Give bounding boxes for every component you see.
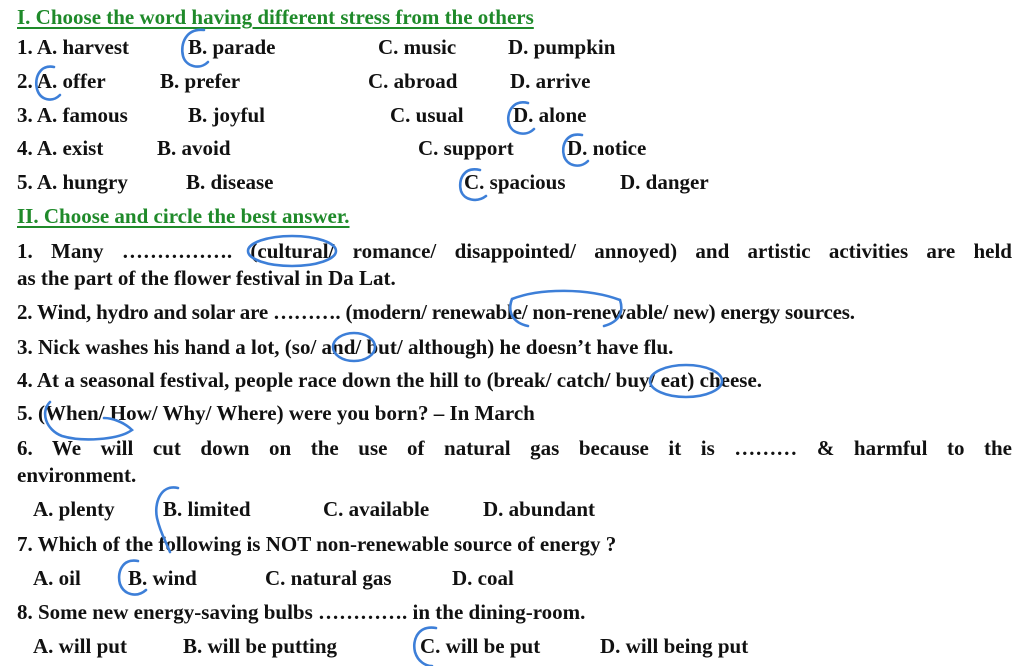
q8-option-b[interactable]: B. will be putting: [183, 634, 338, 658]
q8-option-c[interactable]: C. will be put: [420, 634, 541, 658]
q5-option-b[interactable]: B. disease: [186, 170, 274, 194]
q7-option-c[interactable]: C. natural gas: [265, 566, 392, 590]
q6-option-d[interactable]: D. abundant: [483, 497, 596, 521]
q4-option-a[interactable]: 4. A. exist: [17, 136, 104, 160]
q3-option-d[interactable]: D. alone: [513, 103, 587, 127]
question-4: 4. At a seasonal festival, people race down the hill to (break/ catch/ buy/ eat) cheese.: [17, 368, 763, 392]
q6-option-a[interactable]: A. plenty: [33, 497, 115, 521]
q8-option-d[interactable]: D. will being put: [600, 634, 749, 658]
q3-option-c[interactable]: C. usual: [390, 103, 464, 127]
question-6-line-2: environment.: [17, 463, 137, 487]
q2-option-c[interactable]: C. abroad: [368, 69, 458, 93]
q4-option-c[interactable]: C. support: [418, 136, 514, 160]
q6-option-b[interactable]: B. limited: [163, 497, 251, 521]
q8-option-a[interactable]: A. will put: [33, 634, 127, 658]
question-2: 2. Wind, hydro and solar are ………. (modern/ renewable/ non-renewable/ new) energy sources.: [17, 300, 855, 324]
q1-option-b[interactable]: B. parade: [188, 35, 276, 59]
q3-option-b[interactable]: B. joyful: [188, 103, 266, 127]
q1-option-d[interactable]: D. pumpkin: [508, 35, 616, 59]
q7-option-d[interactable]: D. coal: [452, 566, 514, 590]
question-8: 8. Some new energy-saving bulbs …………. in the dining-room.: [17, 600, 586, 624]
q7-option-a[interactable]: A. oil: [33, 566, 81, 590]
question-3: 3. Nick washes his hand a lot, (so/ and/ but/ although) he doesn’t have flu.: [17, 335, 674, 359]
question-1-line-2: as the part of the flower festival in Da Lat.: [17, 266, 396, 290]
q5-option-c[interactable]: C. spacious: [464, 170, 566, 194]
q2-option-d[interactable]: D. arrive: [510, 69, 591, 93]
q4-option-b[interactable]: B. avoid: [157, 136, 231, 160]
section-1-heading: I. Choose the word having different stress from the others: [17, 5, 534, 29]
question-1-line-1: 1. Many ……………. (cultural/ romance/ disappointed/ annoyed) and artistic activities are held: [17, 239, 1012, 263]
q1-option-c[interactable]: C. music: [378, 35, 457, 59]
q1-option-a[interactable]: 1. A. harvest: [17, 35, 129, 59]
question-5: 5. (When/ How/ Why/ Where) were you born? – In March: [17, 401, 535, 425]
q3-option-a[interactable]: 3. A. famous: [17, 103, 128, 127]
section-2-heading: II. Choose and circle the best answer.: [17, 204, 350, 228]
q4-option-d[interactable]: D. notice: [567, 136, 647, 160]
q2-option-a[interactable]: 2. A. offer: [17, 69, 106, 93]
q5-option-a[interactable]: 5. A. hungry: [17, 170, 128, 194]
q2-option-b[interactable]: B. prefer: [160, 69, 241, 93]
q7-option-b[interactable]: B. wind: [128, 566, 197, 590]
q6-option-c[interactable]: C. available: [323, 497, 430, 521]
question-6-line-1: 6. We will cut down on the use of natural gas because it is ……… & harmful to the: [17, 436, 1012, 460]
question-7: 7. Which of the following is NOT non-renewable source of energy ?: [17, 532, 617, 556]
q5-option-d[interactable]: D. danger: [620, 170, 709, 194]
